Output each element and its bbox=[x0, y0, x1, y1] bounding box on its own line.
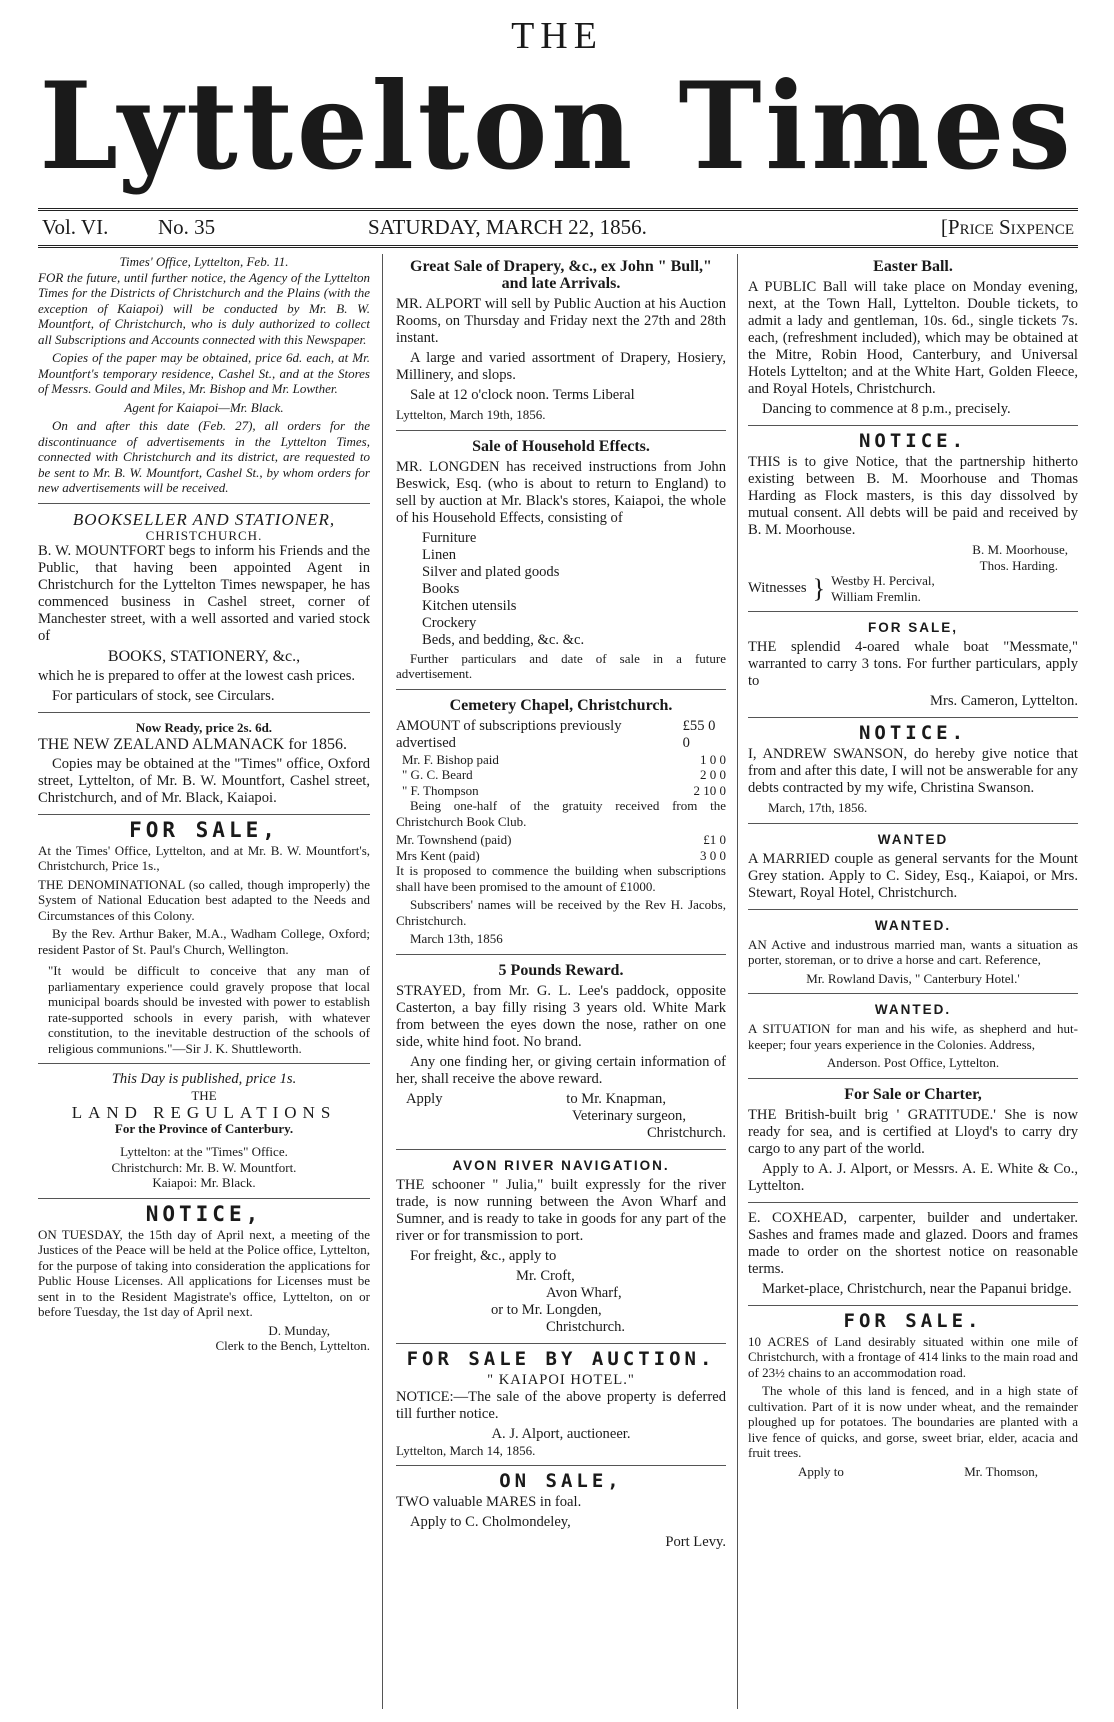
price: [Price Sixpence bbox=[940, 215, 1074, 239]
partner-witness-1: Westby H. Percival, bbox=[831, 573, 935, 588]
list-item: Linen bbox=[422, 546, 457, 563]
divider bbox=[748, 1305, 1078, 1306]
masthead-title: Lyttelton Times bbox=[39, 56, 1075, 197]
list-item: Books bbox=[422, 580, 460, 597]
chapel-previous-label: AMOUNT of subscriptions previously advertised bbox=[396, 717, 622, 751]
list-item: Silver and plated goods bbox=[422, 563, 560, 580]
divider bbox=[748, 823, 1078, 824]
onsale-text: TWO valuable MARES in foal. bbox=[396, 1494, 582, 1510]
wanted2-text: AN Active and industrous married man, wants a situation as porter, storeman, or to drive a horse and cart. Reference, bbox=[748, 936, 1078, 967]
reward-heading: 5 Pounds Reward. bbox=[498, 961, 624, 979]
table-row bbox=[402, 783, 726, 799]
almanack-heading: Now Ready, price 2s. 6d. bbox=[135, 720, 273, 735]
charter-heading: For Sale or Charter, bbox=[844, 1085, 982, 1103]
land-location-3: Kaiapoi: Mr. Black. bbox=[152, 1175, 256, 1190]
swanson-heading: NOTICE. bbox=[858, 722, 968, 744]
partner-witness-names bbox=[831, 573, 935, 604]
divider bbox=[396, 1149, 726, 1150]
forsale-quote: "It would be difficult to conceive that any man of parliamentary experience could gravely propose that local municipal boards should be invested with power to establish rate-supported schools in every parish, with whatever constitution, to the inevitable destruction of the schools of religious communions."—Sir J. K. Shuttleworth. bbox=[48, 963, 370, 1056]
list-item: Crockery bbox=[422, 614, 477, 631]
wanted2-heading: WANTED. bbox=[874, 917, 952, 933]
chapel-amount: 2 0 0 bbox=[700, 767, 726, 782]
onsale-place: Port Levy. bbox=[665, 1534, 726, 1550]
land-sale-text: 10 ACRES of Land desirably situated within one mile of Christchurch, with a frontage of 414 links to the main road and of 23½ chains to an accommodation road. bbox=[748, 1333, 1078, 1380]
reward-to-2: Veterinary surgeon, bbox=[571, 1107, 686, 1124]
bookseller-heading: BOOKSELLER AND STATIONER, bbox=[72, 509, 336, 529]
column-3 bbox=[748, 254, 1078, 1709]
auction-heading: FOR SALE BY AUCTION. bbox=[406, 1347, 716, 1370]
wanted1-heading: WANTED bbox=[877, 831, 949, 847]
divider bbox=[38, 1198, 370, 1199]
land-location-2: Christchurch: Mr. B. W. Mountfort. bbox=[111, 1159, 297, 1175]
notice-heading: NOTICE, bbox=[145, 1201, 263, 1226]
notice-sign-name: D. Munday, bbox=[268, 1322, 330, 1338]
divider bbox=[748, 909, 1078, 910]
bookseller-prices: which he is prepared to offer at the lowest cash prices. bbox=[38, 668, 356, 684]
swanson-date: March, 17th, 1856. bbox=[768, 800, 868, 815]
household-text: MR. LONGDEN has received instructions from John Beswick, Esq. (who is about to return to England) to sell by auction at Mr. Black's stores, Kaiapoi, the whole of his Household Effects, consisting of bbox=[396, 458, 726, 526]
volume: Vol. VI. bbox=[42, 215, 109, 239]
issue-number: No. 35 bbox=[158, 215, 216, 239]
divider bbox=[38, 503, 370, 504]
chapel-gratuity: Being one-half of the gratuity received from the Christchurch Book Club. bbox=[396, 798, 726, 829]
agency-notice: FOR the future, until further notice, the Agency of the Lyttelton Times for the Districts of Christchurch and the Plains (with the exception of Kaiapoi) will be conducted by Mr. B. W. Mountfort, of Christchurch, who is duly authorized to collect all Subscriptions and Accounts connected with this Newspaper. bbox=[38, 269, 370, 347]
chapel-name: Mrs Kent (paid) bbox=[396, 847, 480, 863]
auction-subheading: " KAIAPOI HOTEL." bbox=[487, 1371, 635, 1388]
boat-text: THE splendid 4-oared whale boat "Messmate," warranted to carry 3 tons. For further particulars, apply to bbox=[748, 639, 1078, 689]
issue-date: SATURDAY, MARCH 22, 1856. bbox=[368, 215, 647, 239]
chapel-name: " F. Thompson bbox=[402, 782, 479, 798]
chapel-amount: 1 0 0 bbox=[700, 751, 726, 767]
reward-finder: Any one finding her, or giving certain information of her, shall receive the above reward. bbox=[396, 1053, 726, 1087]
forsale-intro: At the Times' Office, Lyttelton, and at Mr. B. W. Mountfort's, Christchurch, Price 1s., bbox=[38, 842, 370, 873]
auction-text: NOTICE:—The sale of the above property is deferred till further notice. bbox=[396, 1388, 726, 1422]
divider bbox=[396, 954, 726, 955]
coxhead-address: Market-place, Christchurch, near the Papanui bridge. bbox=[762, 1280, 1072, 1297]
column-rule bbox=[737, 254, 738, 1709]
office-line: Times' Office, Lyttelton, Feb. 11. bbox=[119, 254, 289, 269]
drapery-terms: Sale at 12 o'clock noon. Terms Liberal bbox=[410, 387, 635, 403]
chapel-amount: 2 10 0 bbox=[693, 782, 726, 798]
onsale-apply: Apply to C. Cholmondeley, bbox=[410, 1514, 571, 1530]
reward-apply-row bbox=[396, 1091, 726, 1108]
household-heading: Sale of Household Effects. bbox=[472, 437, 650, 455]
chapel-subscribers: Subscribers' names will be received by the Rev H. Jacobs, Christchurch. bbox=[396, 897, 726, 928]
bookseller-text: B. W. MOUNTFORT begs to inform his Friends and the Public, that having been appointed Agent in Christchurch for the Lyttelton Times newspaper, he has commenced business in Cashel street, corner of Manchester street, with a well assorted and varied stock of bbox=[38, 543, 370, 644]
wanted1-text: A MARRIED couple as general servants for the Mount Grey station. Apply to C. Sidey, Esq., Kaiapoi, or Mrs. Stewart, Royal Hotel, Christchurch. bbox=[748, 850, 1078, 901]
avon-to-2: Avon Wharf, bbox=[546, 1284, 622, 1301]
drapery-date: Lyttelton, March 19th, 1856. bbox=[396, 407, 546, 422]
land-title: LAND REGULATIONS bbox=[71, 1102, 337, 1122]
agency-orders: On and after this date (Feb. 27), all orders for the discontinuance of advertisements in the Lyttelton Times, connected with Christchurch and its district, are requested to be sent to Mr. B. W. Mountfort, Cashel St., by whom orders for new advertisements will be received. bbox=[38, 418, 370, 495]
reward-text: STRAYED, from Mr. G. L. Lee's paddock, opposite Casterton, a bay filly rising 3 years old. White Mark from between the eyes down the nose, rather on one side, white hind foot. No brand. bbox=[396, 982, 726, 1050]
swanson-text: I, ANDREW SWANSON, do hereby give notice that from and after this date, I will not be answerable for any debts contracted by my wife, Christina Swanson. bbox=[748, 746, 1078, 796]
wanted3-text: A SITUATION for man and his wife, as shepherd and hut-keeper; four years experience in the Colonies. Address, bbox=[748, 1021, 1078, 1052]
agency-kaiapoi: Agent for Kaiapoi—Mr. Black. bbox=[124, 399, 284, 415]
notice-sign-title: Clerk to the Bench, Lyttelton. bbox=[215, 1338, 370, 1353]
land-province: For the Province of Canterbury. bbox=[114, 1120, 294, 1136]
divider bbox=[38, 712, 370, 713]
table-row bbox=[402, 752, 726, 768]
partner-witness-label: Witnesses bbox=[748, 580, 807, 596]
notice-text: ON TUESDAY, the 15th day of April next, a meeting of the Justices of the Peace will be held at the Police office, Lyttelton, for the purpose of taking into consideration the applications for Public House Licenses. All applications for Licenses must be sent in to the Resident Magistrate's office, Lyttelton, on or before Tuesday, the 1st day of April next. bbox=[38, 1226, 370, 1319]
forsale-title: THE DENOMINATIONAL (so called, though improperly) the System of National Education best adapted to the Needs and Circumstances of this Colony. bbox=[38, 876, 370, 923]
land-sale-detail: The whole of this land is fenced, and in a high state of cultivation. Part of it is now under wheat, and the remainder ploughed up for potatoes. The boundaries are planted with a live fence of quicks, and gorse, sweet briar, elder, acacia and fruit trees. bbox=[748, 1383, 1078, 1460]
bookseller-circulars: For particulars of stock, see Circulars. bbox=[52, 688, 275, 704]
partner-sign-2: Thos. Harding. bbox=[979, 557, 1058, 573]
household-items bbox=[422, 530, 726, 649]
land-sale-to: Mr. Thomson, bbox=[964, 1463, 1038, 1479]
chapel-name: Mr. F. Bishop paid bbox=[402, 751, 499, 767]
drapery-assortment: A large and varied assortment of Drapery, Hosiery, Millinery, and slops. bbox=[396, 350, 726, 383]
divider bbox=[748, 1202, 1078, 1203]
forsale-author: By the Rev. Arthur Baker, M.A., Wadham College, Oxford; resident Pastor of St. Paul's Church, Wellington. bbox=[38, 926, 370, 957]
avon-to-4: Christchurch. bbox=[546, 1318, 626, 1335]
table-row bbox=[402, 767, 726, 783]
column-1 bbox=[38, 254, 370, 1709]
divider bbox=[396, 1465, 726, 1466]
chapel-proposed: It is proposed to commence the building when subscriptions shall have been promised to the amount of £1000. bbox=[396, 863, 726, 894]
divider bbox=[748, 611, 1078, 612]
drapery-heading: Great Sale of Drapery, &c., ex John " Bull," and late Arrivals. bbox=[410, 258, 712, 292]
boat-heading: FOR SALE, bbox=[867, 620, 958, 635]
chapel-date: March 13th, 1856 bbox=[410, 931, 503, 946]
land-sale-heading: FOR SALE. bbox=[843, 1309, 983, 1332]
boat-sign: Mrs. Cameron, Lyttelton. bbox=[930, 693, 1078, 709]
charter-apply: Apply to A. J. Alport, or Messrs. A. E. White & Co., Lyttelton. bbox=[748, 1160, 1078, 1194]
divider bbox=[748, 717, 1078, 718]
divider bbox=[396, 430, 726, 431]
chapel-name: " G. C. Beard bbox=[402, 767, 473, 782]
partner-sign-1: B. M. Moorhouse, bbox=[972, 542, 1068, 557]
chapel-amount: £1 0 bbox=[703, 832, 726, 847]
chapel-name: Mr. Townshend (paid) bbox=[396, 832, 512, 847]
chapel-previous-amount: £55 0 0 bbox=[682, 717, 716, 751]
partner-witnesses bbox=[748, 573, 1078, 604]
divider bbox=[748, 993, 1078, 994]
table-row bbox=[396, 848, 726, 864]
divider bbox=[38, 814, 370, 815]
avon-heading: AVON RIVER NAVIGATION. bbox=[452, 1157, 670, 1173]
list-item: Kitchen utensils bbox=[422, 597, 517, 614]
dateline bbox=[38, 208, 1078, 248]
reward-to-3: Christchurch. bbox=[646, 1124, 726, 1141]
land-location-1: Lyttelton: at the "Times" Office. bbox=[120, 1144, 288, 1159]
coxhead-text: E. COXHEAD, carpenter, builder and undertaker. Sashes and frames made and glazed. Doors and frames made to order on the shortest notice on reasonable terms. bbox=[748, 1209, 1078, 1277]
onsale-heading: ON SALE, bbox=[499, 1470, 623, 1492]
table-row bbox=[396, 832, 726, 848]
auction-sign: A. J. Alport, auctioneer. bbox=[491, 1425, 631, 1442]
drapery-text: MR. ALPORT will sell by Public Auction at his Auction Rooms, on Thursday and Friday next the 27th and 28th instant. bbox=[396, 296, 726, 346]
bookseller-place: CHRISTCHURCH. bbox=[145, 527, 263, 543]
wanted3-heading: WANTED. bbox=[874, 1002, 952, 1017]
divider bbox=[396, 1343, 726, 1344]
list-item: Beds, and bedding, &c. &c. bbox=[422, 631, 585, 648]
column-rule bbox=[382, 254, 383, 1709]
agency-copies: Copies of the paper may be obtained, price 6d. each, at Mr. Mountfort's temporary residence, Cashel St., and at the Stores of Messrs. Gould and Miles, Mr. Bishop and Mr. Lowther. bbox=[38, 350, 370, 396]
list-item: Furniture bbox=[422, 529, 477, 546]
avon-text: THE schooner " Julia," built expressly for the river trade, is now running between the Avon Wharf and Sumner, and is ready to take in goods for any part of the river or for transmission to port. bbox=[396, 1176, 726, 1244]
land-sale-apply: Apply to bbox=[798, 1463, 844, 1479]
divider bbox=[748, 1078, 1078, 1079]
masthead-the: THE bbox=[511, 15, 603, 57]
partner-text: THIS is to give Notice, that the partnership hitherto existing between B. M. Moorhouse and Thomas Harding as Flock masters, is this day dissolved by mutual consent. All debts will be paid and received by B. M. Moorhouse. bbox=[748, 454, 1078, 538]
column-2 bbox=[396, 254, 726, 1709]
ball-heading: Easter Ball. bbox=[873, 258, 953, 275]
avon-freight: For freight, &c., apply to bbox=[410, 1247, 557, 1264]
auction-date: Lyttelton, March 14, 1856. bbox=[396, 1442, 536, 1458]
reward-apply: Apply bbox=[406, 1090, 443, 1107]
bookseller-stock: BOOKS, STATIONERY, &c., bbox=[107, 648, 301, 665]
avon-to-1: Mr. Croft, bbox=[516, 1267, 575, 1284]
chapel-amount: 3 0 0 bbox=[700, 847, 726, 863]
partner-heading: NOTICE. bbox=[858, 430, 968, 452]
divider bbox=[38, 1063, 370, 1064]
land-the: THE bbox=[191, 1088, 217, 1103]
reward-to: to Mr. Knapman, bbox=[566, 1090, 666, 1107]
almanack-text: Copies may be obtained at the "Times" office, Oxford street, Lyttelton, of Mr. B. W. Mountfort, Cashel street, Christchurch, and of Mr. Black, Kaiapoi. bbox=[38, 755, 370, 806]
wanted3-address: Anderson. Post Office, Lyttelton. bbox=[826, 1055, 1000, 1070]
ball-text: A PUBLIC Ball will take place on Monday evening, next, at the Town Hall, Lyttelton. Double tickets, to admit a lady and gentleman, 10s. 6d., single tickets 7s. each, (refreshment included), which may be obtained at the Mitre, Robin Hood, Canterbury, and Universal Hotels Lyttelton; and at the White Hart, Golden Fleece, and Royal Hotels, Christchurch. bbox=[748, 279, 1078, 397]
almanack-title: THE NEW ZEALAND ALMANACK for 1856. bbox=[38, 735, 347, 753]
charter-text: THE British-built brig ' GRATITUDE.' She is now ready for sea, and is certified at Lloyd's to carry dry cargo to any part of the world. bbox=[748, 1106, 1078, 1157]
land-published: This Day is published, price 1s. bbox=[111, 1071, 297, 1087]
divider bbox=[396, 689, 726, 690]
household-further: Further particulars and date of sale in a future advertisement. bbox=[396, 650, 726, 681]
forsale-heading: FOR SALE, bbox=[129, 817, 279, 842]
brace-icon: } bbox=[812, 574, 826, 603]
avon-to-3: or to Mr. Longden, bbox=[491, 1301, 602, 1318]
partner-witness-2: William Fremlin. bbox=[831, 588, 921, 604]
divider bbox=[748, 425, 1078, 426]
wanted2-reference: Mr. Rowland Davis, " Canterbury Hotel.' bbox=[806, 970, 1020, 986]
land-sale-apply-row bbox=[748, 1464, 1078, 1480]
chapel-heading: Cemetery Chapel, Christchurch. bbox=[449, 696, 673, 714]
ball-dancing: Dancing to commence at 8 p.m., precisely. bbox=[762, 401, 1011, 417]
chapel-previous bbox=[396, 718, 726, 752]
